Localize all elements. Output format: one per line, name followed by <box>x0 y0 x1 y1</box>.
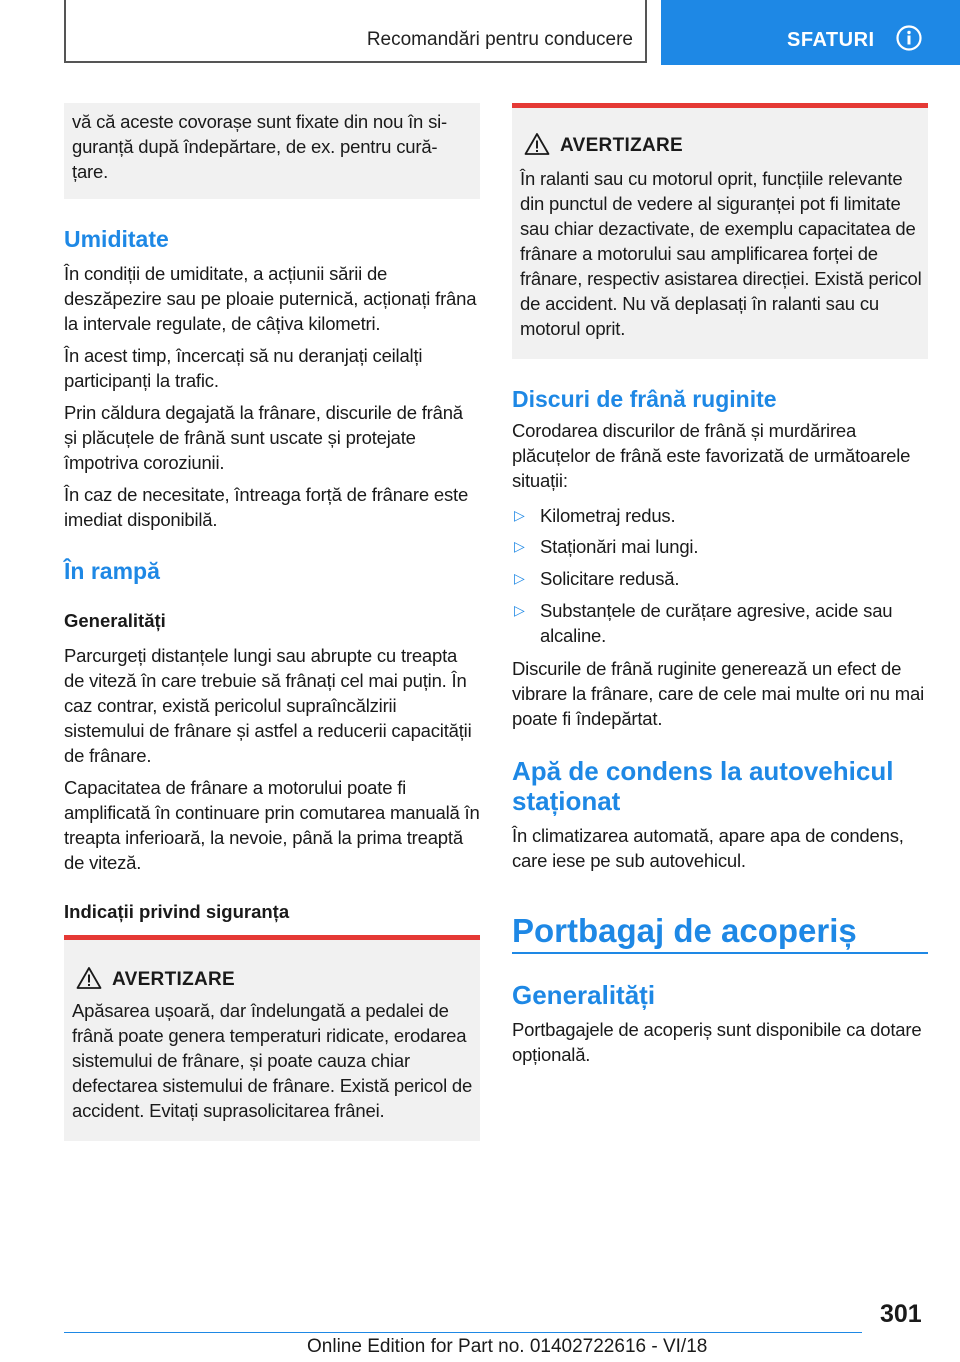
warning-box-right <box>512 103 928 359</box>
warning-text: În ralanti sau cu motorul oprit, funcțiile relevante din punctul de vedere al siguranței pot fi limitate sau chiar dezactivate, de exemplu capacitatea de frânare a motorului sau amplificarea forței de frânare, respectiv asistarea direcției. Există pericol de accident. Nu vă deplasați în ralanti sau cu motorul oprit. <box>520 168 922 339</box>
info-icon[interactable] <box>896 25 922 51</box>
list-item: ▷ Staționări mai lungi. <box>514 536 699 557</box>
heading-in-rampa: În rampă <box>64 558 160 584</box>
triangle-bullet-icon: ▷ <box>514 507 525 523</box>
header-section-box <box>64 0 647 63</box>
footer-edition: Online Edition for Part no. 01402722616 - VI/18 <box>307 1336 708 1357</box>
roof-paragraph: Portbagajele de acoperiș sunt disponibile ca dotare opțională. <box>512 1019 922 1065</box>
rust-paragraph-2: Discurile de frână ruginite generează un efect de vibrare la frânare, care de cele mai multe ori nu mai poate fi îndepărtat. <box>512 658 925 729</box>
heading-generalitati: Generalități <box>64 610 166 631</box>
heading-apa-condens: Apă de condens la autovehicul staționat <box>512 756 894 816</box>
list-item: ▷ Solicitare redusă. <box>514 568 680 589</box>
generalitati-paragraph-1: Parcurgeți distanțele lungi sau abrupte cu treapta de viteză în care trebuie să frânați cel mai puțin. În caz contrar, există pericolul supraîncălzirii sistemului de frânare și astfel a reducerii capacității de frânare. <box>64 645 472 766</box>
warning-title: AVERTIZARE <box>560 135 683 156</box>
warning-text: Apăsarea ușoară, dar îndelungată a pedalei de frână poate genera temperaturi ridicate, erodarea sistemului de frânare, și poate cauza chiar defectarea sistemului de frânare. Există pericol de accident. Evitați suprasolicitarea frânei. <box>72 1000 473 1121</box>
footer-rule <box>64 1332 862 1333</box>
triangle-bullet-icon: ▷ <box>514 538 525 554</box>
warning-triangle-icon <box>76 966 102 990</box>
rust-paragraph-1: Corodarea discurilor de frână și murdărirea plăcuțelor de frână este favorizată de următoarele situații: <box>512 420 911 491</box>
heading-generalitati-roof: Generalități <box>512 980 656 1010</box>
warning-title: AVERTIZARE <box>112 969 235 990</box>
header-section-title: Recomandări pentru conducere <box>366 29 633 50</box>
continued-note-text: vă că aceste covorașe sunt fixate din nou în si- guranță după îndepărtare, de ex. pentru cură- țare. <box>72 111 447 182</box>
warning-triangle-icon <box>524 132 550 156</box>
list-item: ▷ Kilometraj redus. <box>514 505 676 526</box>
heading-umiditate: Umiditate <box>64 226 169 252</box>
header-tab-box[interactable] <box>661 0 960 65</box>
triangle-bullet-icon: ▷ <box>514 570 525 586</box>
page-number: 301 <box>880 1300 922 1328</box>
triangle-bullet-icon: ▷ <box>514 602 525 618</box>
header-tab-label: SFATURI <box>787 29 875 51</box>
condens-paragraph: În climatizarea automată, apare apa de condens, care iese pe sub autovehicul. <box>512 825 904 871</box>
umiditate-paragraph-2: În acest timp, încercați să nu deranjați ceilalți participanți la trafic. <box>64 345 423 391</box>
chapter-title-rule <box>512 952 928 954</box>
generalitati-paragraph-2: Capacitatea de frânare a motorului poate fi amplificată în continuare prin comutarea manuală în treapta inferioară, la nevoie, până la prima treaptă de viteză. <box>64 777 480 873</box>
warning-box-left <box>64 935 480 1141</box>
chapter-title-portbagaj: Portbagaj de acoperiș <box>512 912 857 949</box>
umiditate-paragraph-3: Prin căldura degajată la frânare, discurile de frână și plăcuțele de frână sunt uscate și protejate împotriva coroziunii. <box>64 402 463 473</box>
list-item: ▷ Substanțele de curățare agresive, acide sau alcaline. <box>514 600 893 646</box>
heading-discuri-ruginite: Discuri de frână ruginite <box>512 386 777 412</box>
continued-note-box <box>64 103 480 199</box>
umiditate-paragraph-1: În condiții de umiditate, a acțiunii sării de deszăpezire sau pe ploaie puternică, acționați frâna la intervale regulate, de câțiva kilometri. <box>64 263 477 334</box>
umiditate-paragraph-4: În caz de necesitate, întreaga forță de frânare este imediat disponibilă. <box>64 484 469 530</box>
heading-safety: Indicații privind siguranța <box>64 901 290 922</box>
